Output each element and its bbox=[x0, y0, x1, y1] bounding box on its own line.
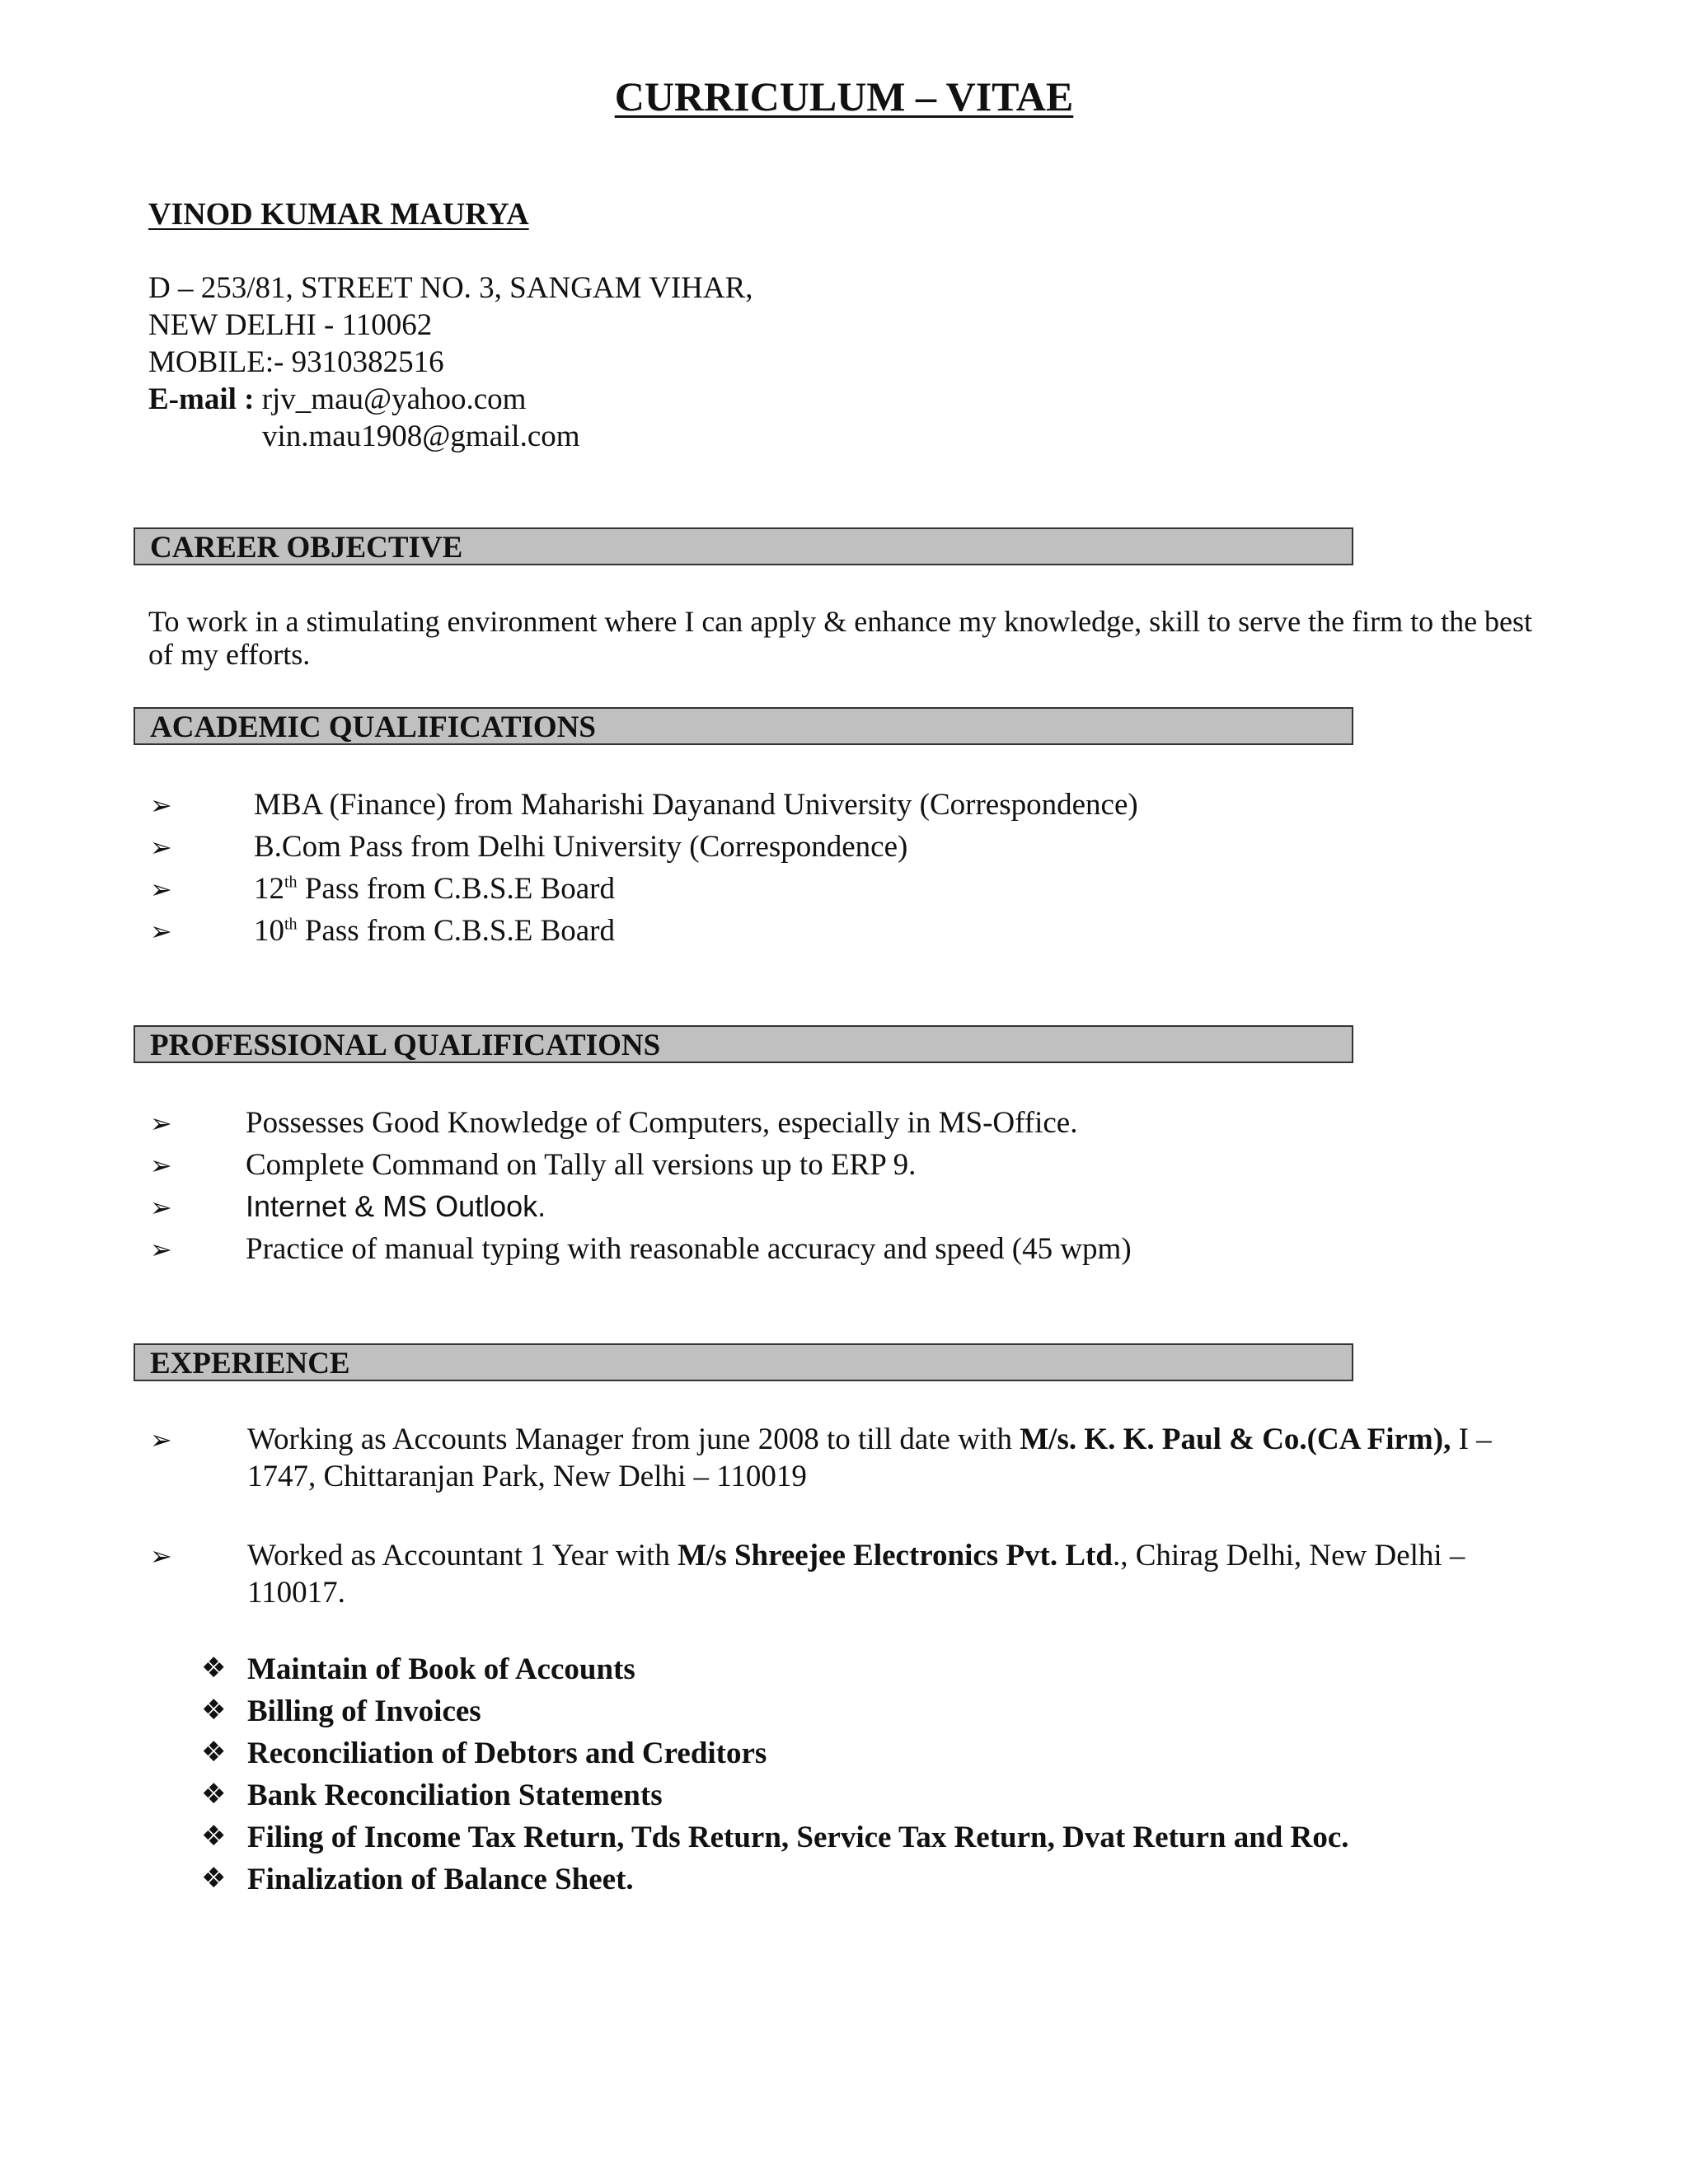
diamond-bullet-icon: ❖ bbox=[201, 1652, 227, 1685]
job-description: Worked as Accountant 1 Year with bbox=[247, 1539, 678, 1572]
candidate-name: VINOD KUMAR MAURYA bbox=[148, 197, 529, 232]
duty-item: Billing of Invoices bbox=[247, 1694, 481, 1728]
professional-item: Complete Command on Tally all versions up to ERP 9. bbox=[246, 1148, 917, 1182]
address-line-2: NEW DELHI - 110062 bbox=[148, 308, 433, 342]
email-row bbox=[148, 382, 526, 417]
section-academic-qualifications bbox=[134, 707, 1353, 745]
mobile-number: MOBILE:- 9310382516 bbox=[148, 345, 444, 379]
employer-address: ., Chirag Delhi, New Delhi – 110017. bbox=[247, 1539, 1465, 1610]
diamond-bullet-icon: ❖ bbox=[201, 1862, 227, 1895]
academic-item: B.Com Pass from Delhi University (Correspondence) bbox=[254, 830, 908, 864]
grade-detail: Pass from C.B.S.E Board bbox=[297, 914, 615, 948]
section-experience bbox=[134, 1343, 1353, 1381]
grade-number: 12 bbox=[254, 872, 284, 906]
diamond-bullet-icon: ❖ bbox=[201, 1778, 227, 1811]
professional-item: Internet & MS Outlook. bbox=[246, 1189, 546, 1223]
section-title: PROFESSIONAL QUALIFICATIONS bbox=[150, 1029, 661, 1062]
grade-detail: Pass from C.B.S.E Board bbox=[297, 872, 615, 906]
address-line-1: D – 253/81, STREET NO. 3, SANGAM VIHAR, bbox=[148, 271, 753, 305]
job-description: Working as Accounts Manager from june 2008 to till date with bbox=[247, 1422, 1020, 1456]
ordinal-suffix: th bbox=[284, 873, 298, 892]
employer-name: M/s. K. K. Paul & Co.(CA Firm), bbox=[1020, 1422, 1451, 1456]
arrow-bullet-icon: ➢ bbox=[150, 916, 172, 947]
email-label: E-mail : bbox=[148, 382, 255, 416]
experience-item-current bbox=[247, 1421, 1550, 1495]
arrow-bullet-icon: ➢ bbox=[150, 1108, 172, 1139]
section-title: CAREER OBJECTIVE bbox=[150, 531, 463, 565]
academic-item bbox=[254, 913, 615, 949]
email-secondary: vin.mau1908@gmail.com bbox=[262, 419, 580, 453]
arrow-bullet-icon: ➢ bbox=[150, 832, 172, 863]
arrow-bullet-icon: ➢ bbox=[150, 1150, 172, 1181]
employer-name: M/s Shreejee Electronics Pvt. Ltd bbox=[678, 1539, 1113, 1572]
section-title: ACADEMIC QUALIFICATIONS bbox=[150, 710, 596, 744]
diamond-bullet-icon: ❖ bbox=[201, 1694, 227, 1727]
section-title: EXPERIENCE bbox=[150, 1347, 350, 1380]
arrow-bullet-icon: ➢ bbox=[150, 1540, 172, 1572]
duty-item: Reconciliation of Debtors and Creditors bbox=[247, 1736, 767, 1770]
professional-item: Possesses Good Knowledge of Computers, especially in MS-Office. bbox=[246, 1106, 1078, 1140]
duty-item: Filing of Income Tax Return, Tds Return, Service Tax Return, Dvat Return and Roc. bbox=[247, 1821, 1349, 1854]
diamond-bullet-icon: ❖ bbox=[201, 1736, 227, 1769]
ordinal-suffix: th bbox=[284, 915, 298, 934]
section-career-objective bbox=[134, 527, 1353, 565]
duty-item: Maintain of Book of Accounts bbox=[247, 1652, 635, 1686]
career-objective-text: To work in a stimulating environment where I can apply & enhance my knowledge, skill to serve the firm to the best of my efforts. bbox=[148, 605, 1533, 671]
email-primary: rjv_mau@yahoo.com bbox=[261, 382, 527, 416]
employer-address: I – 1747, Chittaranjan Park, New Delhi – 110019 bbox=[247, 1422, 1492, 1493]
grade-number: 10 bbox=[254, 914, 284, 948]
arrow-bullet-icon: ➢ bbox=[150, 790, 172, 821]
diamond-bullet-icon: ❖ bbox=[201, 1820, 227, 1853]
experience-item-previous bbox=[247, 1537, 1550, 1611]
professional-item: Practice of manual typing with reasonable accuracy and speed (45 wpm) bbox=[246, 1232, 1132, 1266]
arrow-bullet-icon: ➢ bbox=[150, 1234, 172, 1265]
arrow-bullet-icon: ➢ bbox=[150, 874, 172, 905]
document-title: CURRICULUM – VITAE bbox=[614, 73, 1074, 120]
duty-item: Bank Reconciliation Statements bbox=[247, 1779, 663, 1812]
academic-item: MBA (Finance) from Maharishi Dayanand University (Correspondence) bbox=[254, 788, 1138, 822]
duty-item: Finalization of Balance Sheet. bbox=[247, 1863, 634, 1896]
section-professional-qualifications bbox=[134, 1025, 1353, 1063]
arrow-bullet-icon: ➢ bbox=[150, 1192, 172, 1223]
arrow-bullet-icon: ➢ bbox=[150, 1424, 172, 1455]
academic-item bbox=[254, 871, 615, 907]
